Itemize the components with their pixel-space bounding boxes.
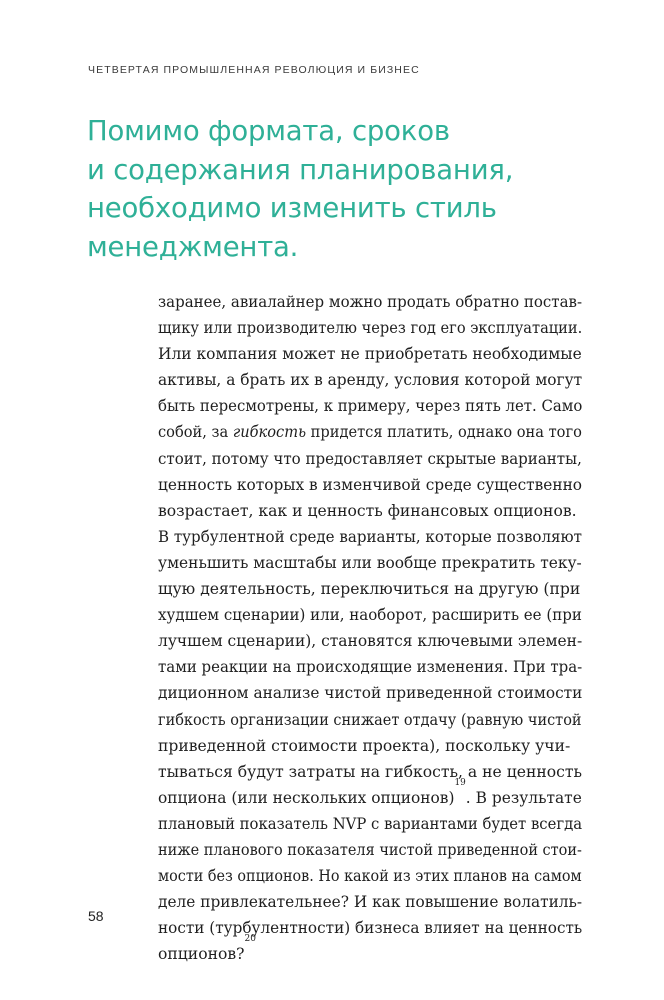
pull-quote-line: менеджмента. bbox=[87, 230, 299, 263]
body-line: ности (турбулентности) бизнеса влияет на ценность bbox=[158, 919, 583, 938]
body-line: тываться будут затраты на гибкость, а не ценность bbox=[158, 762, 582, 781]
body-line: диционном анализе чистой приведенной стоимости bbox=[158, 684, 583, 703]
body-line: худшем сценарии) или, наоборот, расширить ее (при bbox=[158, 606, 582, 625]
body-line: быть пересмотрены, к примеру, через пять лет. Само bbox=[158, 397, 583, 416]
footnote-ref: 20 bbox=[244, 934, 256, 945]
body-line: Или компания может не приобретать необходимые bbox=[158, 345, 582, 364]
body-text-run: придется платить, однако она того bbox=[310, 423, 582, 442]
body-line: щику или производителю через год его эксплуатации. bbox=[158, 319, 583, 338]
body-line: приведенной стоимости проекта), поскольку учи- bbox=[158, 736, 571, 755]
body-line: щую деятельность, переключиться на другую (при bbox=[158, 580, 581, 599]
body-line bbox=[158, 777, 582, 811]
body-line: тами реакции на происходящие изменения. При тра- bbox=[158, 658, 583, 677]
body-text-run: опциона (или нескольких опционов) bbox=[158, 788, 455, 807]
footnote-ref: 19 bbox=[454, 777, 466, 788]
pull-quote-line: Помимо формата, сроков bbox=[87, 115, 450, 147]
body-text-run: собой, за bbox=[158, 423, 229, 442]
body-line: мости без опционов. Но какой из этих планов на самом bbox=[158, 867, 582, 886]
body-line bbox=[158, 934, 582, 967]
body-line: плановый показатель NVP с вариантами будет всегда bbox=[158, 814, 583, 833]
body-line: стоит, потому что предоставляет скрытые варианты, bbox=[158, 449, 582, 468]
body-text-run: опционов? bbox=[158, 945, 245, 964]
body-line bbox=[158, 419, 582, 445]
body-line: лучшем сценарии), становятся ключевыми элемен- bbox=[158, 632, 583, 651]
emphasis-text: гибкость bbox=[232, 423, 307, 442]
pull-quote-line: и содержания планирования, bbox=[87, 153, 514, 186]
body-text bbox=[158, 289, 582, 967]
body-line: деле привлекательнее? И как повышение волатиль- bbox=[158, 893, 583, 912]
body-line: возрастает, как и ценность финансовых опционов. bbox=[158, 501, 577, 520]
body-text-run: . В результате bbox=[465, 788, 582, 807]
body-line: заранее, авиалайнер можно продать обратно постав- bbox=[158, 293, 583, 311]
body-line: В турбулентной среде варианты, которые позволяют bbox=[158, 527, 583, 546]
page-number: 58 bbox=[88, 908, 104, 924]
body-line: активы, а брать их в аренду, условия которой могут bbox=[158, 371, 583, 390]
body-line: уменьшить масштабы или вообще прекратить теку- bbox=[158, 553, 582, 572]
body-line: гибкость организации снижает отдачу (равную чистой bbox=[158, 710, 582, 729]
body-line: ниже планового показателя чистой приведенной стои- bbox=[158, 840, 582, 859]
pull-quote bbox=[87, 112, 607, 266]
running-head: ЧЕТВЕРТАЯ ПРОМЫШЛЕННАЯ РЕВОЛЮЦИЯ И БИЗНЕС bbox=[88, 64, 420, 76]
body-line: ценность которых в изменчивой среде существенно bbox=[158, 475, 583, 494]
pull-quote-line: необходимо изменить стиль bbox=[87, 192, 497, 224]
